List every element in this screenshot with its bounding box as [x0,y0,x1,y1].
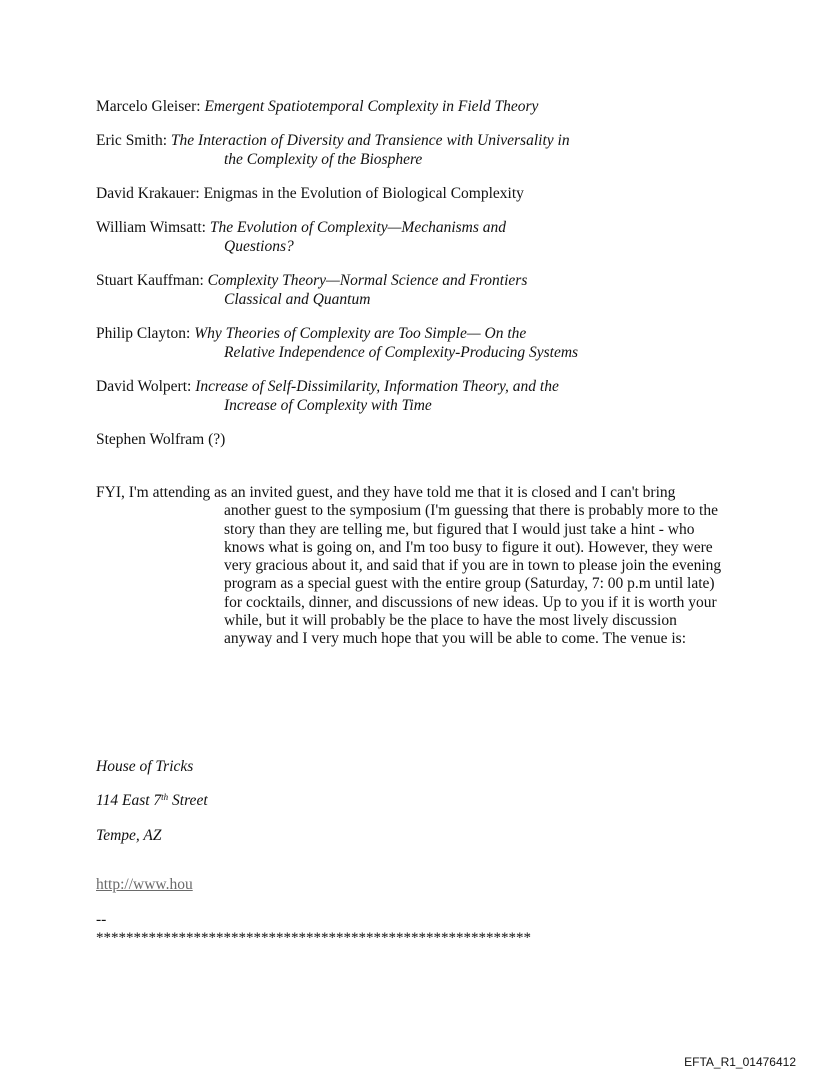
talk-entry [96,184,616,203]
speaker-name: David Wolpert: [96,378,192,395]
talk-entry [96,377,616,415]
venue-address [96,791,208,811]
venue-address-number: 114 East 7 [96,792,162,809]
speaker-name: William Wimsatt: [96,219,206,236]
talk-title-continued: Classical and Quantum [224,291,371,308]
talk-title: Increase of Self-Dissimilarity, Information Theory, and the [195,378,559,395]
talk-title: Why Theories of Complexity are Too Simple— On the [194,325,527,342]
talk-entry [96,271,616,309]
venue-address-street: Street [168,792,208,809]
asterisk-divider: ********************************************************** [96,930,531,946]
talk-title: Emergent Spatiotemporal Complexity in Field Theory [204,98,539,115]
talk-entry [96,218,616,256]
speaker-name: Philip Clayton: [96,325,191,342]
talk-title-continued: Questions? [224,238,294,255]
speaker-name: David Krakauer: [96,185,200,202]
talk-entry [96,324,616,362]
talk-entry [96,97,616,116]
speaker-name: Stuart Kauffman: [96,272,204,289]
talk-title: The Evolution of Complexity—Mechanisms and [209,219,507,236]
talk-title: The Interaction of Diversity and Transience with Universality in [170,132,570,149]
signature-separator: -- [96,911,107,928]
extra-speaker: Stephen Wolfram (?) [96,431,226,448]
venue-name: House of Tricks [96,758,194,775]
talk-title-continued: Relative Independence of Complexity-Producing Systems [224,344,579,361]
speaker-name: Eric Smith: [96,132,168,149]
talk-title: Enigmas in the Evolution of Biological Complexity [203,185,524,202]
venue-address-superscript: th [161,792,169,802]
talk-entry [96,131,616,169]
venue-city: Tempe, AZ [96,827,162,844]
talk-title-continued: Increase of Complexity with Time [224,397,432,414]
talk-title: Complexity Theory—Normal Science and Frontiers [207,272,528,289]
bates-number: EFTA_R1_01476412 [684,1055,796,1069]
talk-title-continued: the Complexity of the Biosphere [224,151,423,168]
note-paragraph: FYI, I'm attending as an invited guest, and they have told me that it is closed and I can't bring another guest to the symposium (I'm guessing that there is probably more to the story than they are telling me, but figured that I would just take a hint - who knows what is going on, and I'm too busy to figure it out). However, they were very gracious about it, and said that if you are in town to please join the evening program as a special guest with the entire group (Saturday, 7: 00 p.m until late) for cocktails, dinner, and discussions of new ideas. Up to you if it is worth your while, but it will probably be the place to have the most lively discussion anyway and I very much hope that you will be able to come. The venue is: [96,484,722,648]
speaker-name: Marcelo Gleiser: [96,98,201,115]
venue-link[interactable]: http://www.hou [96,876,193,893]
